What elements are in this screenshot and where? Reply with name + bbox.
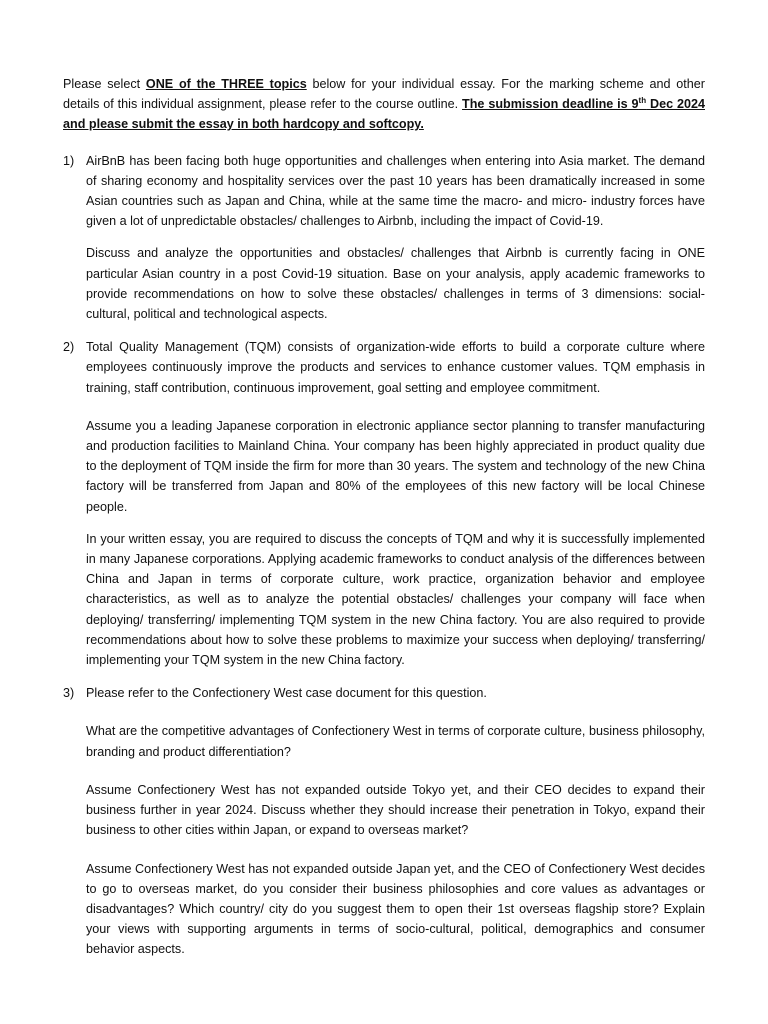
topic-number: 3): [63, 686, 75, 701]
intro-text-1: Please select: [63, 77, 146, 91]
topic-paragraph: Please refer to the Confectionery West case document for this question.: [86, 686, 487, 701]
topic-paragraph: What are the competitive advantages of Confectionery West in terms of corporate culture, business philosophy, branding and product differentiation?: [86, 724, 705, 759]
topic-paragraph: In your written essay, you are required to discuss the concepts of TQM and why it is successfully implemented in many Japanese corporations. Applying academic frameworks to conduct analysis of the differences between China and Japan in terms of corporate culture, work practice, organization behavior and employee characteristics, as well as to analyze the potential obstacles/ challenges your company will face when deploying/ transferring/ implementing TQM system in the new China factory. You are also required to provide recommendations about how to solve these problems to maximize your success when deploying/ transferring/ implementing your TQM system in the new China factory.: [86, 531, 705, 668]
topic-paragraph: Assume Confectionery West has not expanded outside Tokyo yet, and their CEO decides to expand their business further in year 2024. Discuss whether they should increase their penetration in Tokyo, expand their business to other cities within Japan, or expand to overseas market?: [86, 782, 705, 838]
topic-paragraph: Discuss and analyze the opportunities and obstacles/ challenges that Airbnb is currently facing in ONE particular Asian country in a post Covid-19 situation. Base on your analysis, apply academic frameworks to provide recommendations on how to solve these obstacles/ challenges in terms of 3 dimensions: social-cultural, political and technological aspects.: [86, 246, 705, 322]
deadline-text-2: Dec 2024 and please submit the essay in both hardcopy and softcopy.: [63, 97, 705, 132]
intro-topics-emphasis: ONE of the THREE topics: [145, 77, 307, 91]
topic-paragraph: Assume Confectionery West has not expanded outside Japan yet, and the CEO of Confectionery West decides to go to overseas market, do you consider their business philosophies and core values as advantages or disadvantages? Which country/ city do you suggest them to open their 1st overseas flagship store? Explain your views with supporting arguments in terms of socio-cultural, political, demographics and consumer behavior aspects.: [86, 861, 705, 957]
topic-item-3: [63, 683, 705, 959]
topic-number: 2): [63, 340, 75, 355]
deadline-ordinal: th: [638, 96, 647, 106]
deadline-text-1: The submission deadline is 9: [462, 97, 639, 112]
topic-paragraph: AirBnB has been facing both huge opportunities and challenges when entering into Asia market. The demand of sharing economy and hospitality services over the past 10 years has been dramatically increased in some Asian countries such as Japan and China, while at the same time the macro- and micro- industry forces have given a lot of unpredictable obstacles/ challenges to Airbnb, including the impact of Covid-19.: [86, 153, 705, 229]
topic-number: 1): [63, 153, 75, 168]
topic-paragraph: Total Quality Management (TQM) consists of organization-wide efforts to build a corporate culture where employees continuously improve the products and services to enhance customer values. TQM emphasis in training, staff contribution, continuous improvement, goal setting and employee commitment.: [86, 340, 705, 395]
document-body: [63, 74, 705, 960]
intro-text-2: below for your individual essay. For the marking scheme and other details of this individual assignment, please refer to the course outline.: [63, 77, 705, 112]
intro-paragraph: [63, 74, 705, 135]
topic-paragraph: Assume you a leading Japanese corporation in electronic appliance sector planning to transfer manufacturing and production facilities to Mainland China. Your company has been highly appreciated in product quality due to the deployment of TQM inside the firm for more than 30 years. The system and technology of the new China factory will be transferred from Japan and 80% of the employees of this new factory will be local Chinese people.: [86, 418, 705, 514]
topic-item-2: [63, 337, 705, 670]
topic-item-1: [63, 151, 705, 325]
